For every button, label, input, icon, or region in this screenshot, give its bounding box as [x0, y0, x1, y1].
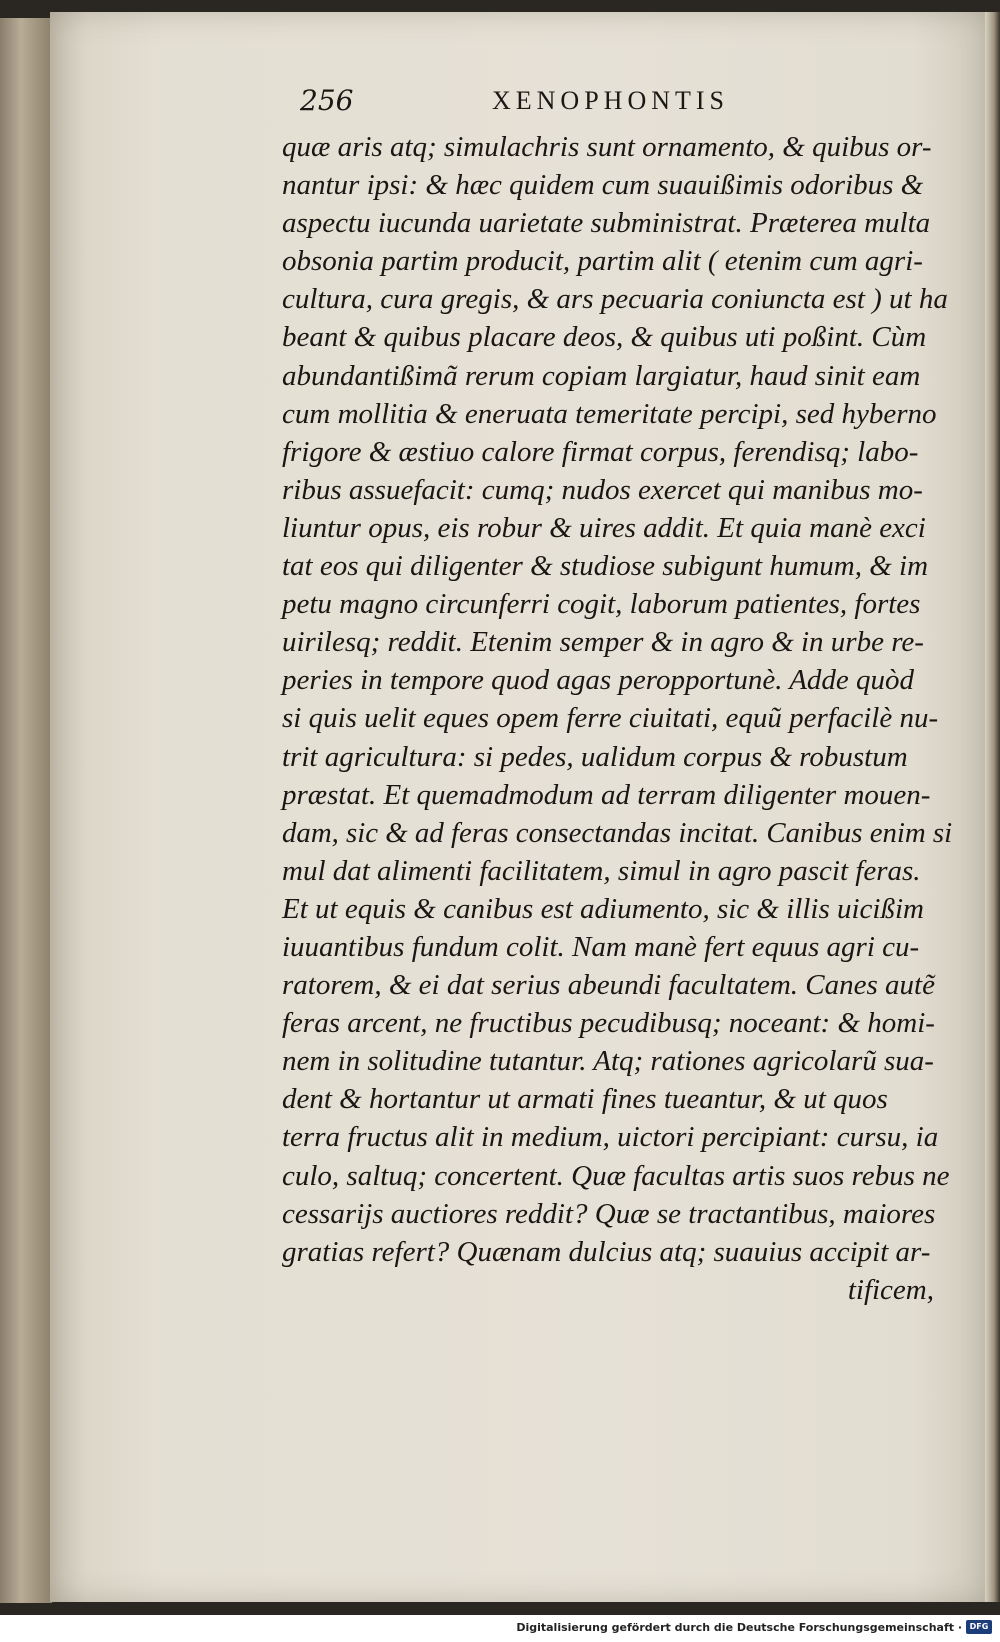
text-line: beant & quibus placare deos, & quibus uti poßint. Cùm	[282, 321, 927, 354]
text-line: culo, saltuq; concertent. Quæ facultas artis suos rebus ne	[282, 1159, 950, 1192]
text-line: ribus assuefacit: cumq; nudos exercet qui manibus mo-	[282, 473, 923, 506]
text-line: peries in tempore quod agas peropportunè. Adde quòd	[282, 664, 915, 697]
text-line: liuntur opus, eis robur & uires addit. Et quia manè exci	[282, 511, 926, 544]
text-line: nem in solitudine tutantur. Atq; rationes agricolarũ sua-	[282, 1045, 934, 1078]
binding-edge	[0, 18, 54, 1603]
page-header	[300, 84, 770, 124]
page-edge	[985, 12, 1000, 1602]
footer-bar	[0, 1615, 1000, 1642]
text-line: nantur ipsi: & hæc quidem cum suauißimis odoribus &	[282, 169, 924, 202]
text-line: dent & hortantur ut armati fines tueantur, & ut quos	[282, 1083, 888, 1116]
text-line: cum mollitia & eneruata temeritate percipi, sed hyberno	[282, 397, 937, 430]
text-line: Et ut equis & canibus est adiumento, sic & illis uicißim	[282, 892, 924, 925]
dfg-logo: DFG	[966, 1620, 992, 1634]
text-line: mul dat alimenti facilitatem, simul in agro pascit feras.	[282, 854, 921, 887]
text-line: feras arcent, ne fructibus pecudibusq; noceant: & homi-	[282, 1007, 935, 1040]
funding-credit: Digitalisierung gefördert durch die Deutsche Forschungsgemeinschaft ·	[516, 1621, 962, 1634]
text-line: terra fructus alit in medium, uictori percipiant: cursu, ia	[282, 1121, 939, 1154]
text-line: gratias refert? Quænam dulcius atq; suauius accipit ar-	[282, 1235, 931, 1268]
text-line: cessarijs auctiores reddit? Quæ se tractantibus, maiores	[282, 1197, 936, 1230]
text-line: frigore & æstiuo calore firmat corpus, ferendisq; labo-	[282, 435, 919, 468]
text-line: si quis uelit eques opem ferre ciuitati, equũ perfacilè nu-	[282, 702, 939, 735]
text-line: aspectu iucunda uarietate subministrat. Præterea multa	[282, 207, 931, 240]
text-line: præstat. Et quemadmodum ad terram diligenter mouen-	[282, 778, 931, 811]
text-line: abundantißimã rerum copiam largiatur, haud sinit eam	[282, 359, 921, 392]
text-line: iuuantibus fundum colit. Nam manè fert equus agri cu-	[282, 930, 920, 963]
text-line: ratorem, & ei dat serius abeundi facultatem. Canes autẽ	[282, 969, 935, 1002]
text-line: uirilesq; reddit. Etenim semper & in agro & in urbe re-	[282, 626, 924, 659]
text-line: tificem,	[847, 1273, 934, 1306]
text-line: tat eos qui diligenter & studiose subigunt humum, & im	[282, 550, 929, 583]
text-line: obsonia partim producit, partim alit ( etenim cum agri-	[282, 245, 923, 278]
body-text	[282, 128, 952, 1309]
text-line: quæ aris atq; simulachris sunt ornamento, & quibus or-	[282, 131, 932, 163]
text-line: trit agricultura: si pedes, ualidum corpus & robustum	[282, 740, 908, 773]
text-line: dam, sic & ad feras consectandas incitat. Canibus enim si	[282, 816, 953, 849]
text-line: petu magno circunferri cogit, laborum patientes, fortes	[282, 588, 921, 621]
running-title: XENOPHONTIS	[492, 86, 729, 115]
page-number: 256	[300, 84, 354, 117]
text-line: cultura, cura gregis, & ars pecuaria coniuncta est ) ut ha	[282, 283, 948, 316]
